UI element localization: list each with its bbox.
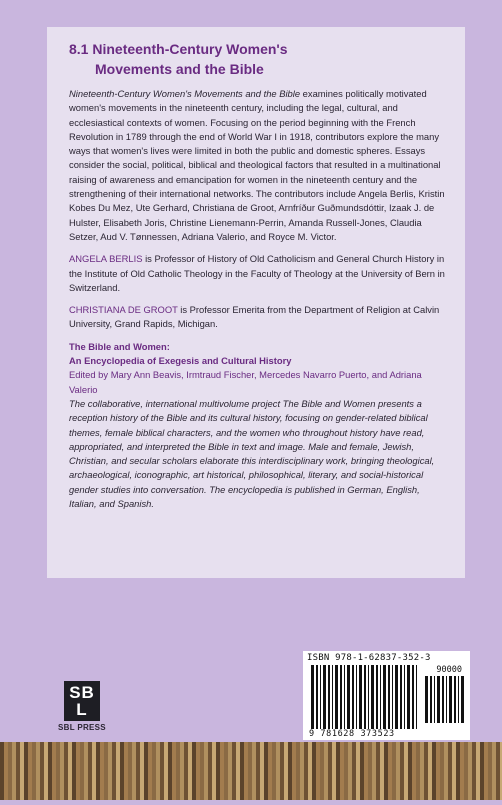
bio-christiana-de-groot [69,303,447,332]
series-description: The collaborative, international multivolume project The Bible and Women presents a reception history of the Bible and its cultural history, focusing on gender-related biblical themes, female biblical characters, and the women who throughout history have read, appropriated, and interpreted the Bible in text and image. Male and female, Jewish, Christian, and secular scholars elaborate this interdisciplinary work, bringing theological, archaeological, iconographic, art historical, philosophical, literary, and social-historical gender studies into conversation. The encyclopedia is published in German, English, Italian, and Spanish. [69,397,435,510]
description-text: examines politically motivated women's movements in the nineteenth century, including the legal, cultural, and ecclesiastical contexts of women. Focusing on the period beginning with the French Revolution in 1789 through the end of World War I in 1918, contributors explore the many ways that women's lives were limited in both the public and domestic spheres. Essays consider the social, political, biblical and theological factors that resulted in a multinational raising of awareness and emancipation for women in the nineteenth century and the strengthening of their international networks. The contributors include Angela Berlis, Kristin Kobes Du Mez, Ute Gerhard, Christiana de Groot, Arnfríður Guðmundsdóttir, Izaak J. de Hulster, Elisabeth Joris, Christine Lienemann-Perrin, Amanda Russell-Jones, Claudia Setzer, Aud V. Tønnessen, Adriana Valerio, and Royce M. Victor. [69,88,445,242]
press-name: SBL PRESS [58,723,106,732]
logo-row-1: SB [69,683,95,702]
series-info [69,340,447,512]
book-title [69,39,447,79]
isbn-digits: 9 781628 373523 [309,729,395,739]
bio2-name: CHRISTIANA DE GROOT [69,304,178,316]
mosaic-border-image [0,742,502,800]
bio2-text: is Professor Emerita from the Department of Religion at Calvin University, Grand Rapids, Michigan. [69,304,440,330]
back-cover-panel [47,27,465,578]
description-paragraph [69,87,447,244]
sbl-press-logo [56,681,108,732]
series-title-line-1: The Bible and Women: [69,340,170,352]
barcode-bars [303,651,470,740]
series-editors: Edited by Mary Ann Beavis, Irmtraud Fischer, Mercedes Navarro Puerto, and Adriana Valerio [69,369,422,395]
logo-row-2: L [76,700,88,719]
price-code: 90000 [436,665,462,675]
isbn-barcode [303,651,470,740]
title-line-1: 8.1 Nineteenth-Century Women's [69,41,288,57]
isbn-label: ISBN 978-1-62837-352-3 [307,653,431,663]
bio1-name: ANGELA BERLIS [69,253,143,265]
title-line-2: Movements and the Bible [95,61,264,77]
bio-angela-berlis [69,252,447,295]
bio1-text: is Professor of History of Old Catholicism and General Church History in the Institute of Old Catholic Theology in the Faculty of Theology at the University of Bern in Switzerland. [69,253,445,293]
series-title-line-2: An Encyclopedia of Exegesis and Cultural History [69,355,292,367]
mosaic-pattern [0,742,502,800]
description-book-title: Nineteenth-Century Women's Movements and the Bible [69,88,301,99]
sbl-logo-mark [64,681,100,721]
